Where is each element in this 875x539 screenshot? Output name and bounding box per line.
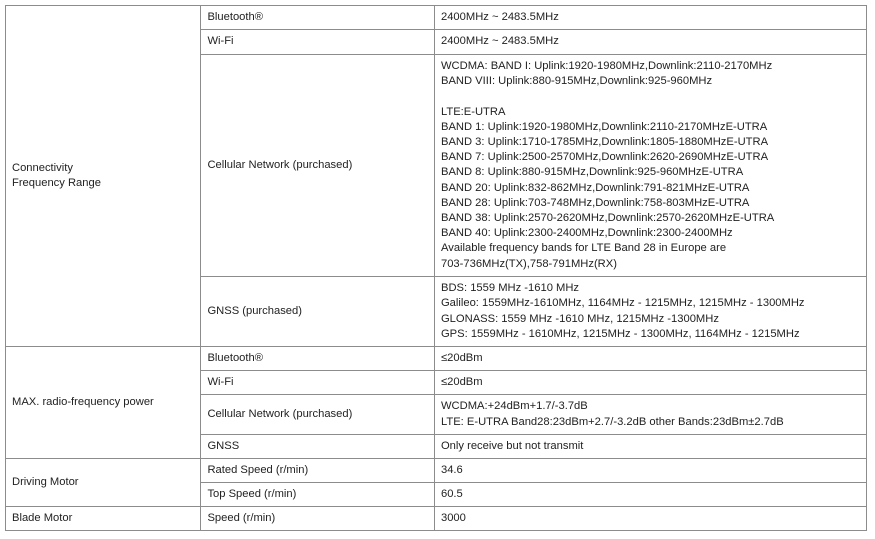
category-label: Connectivity Frequency Range — [12, 161, 101, 189]
category-label: Blade Motor — [12, 511, 73, 524]
spec-table-body — [6, 6, 867, 531]
value-line: BAND 7: Uplink:2500-2570MHz,Downlink:2620-2690MHzE-UTRA — [440, 151, 769, 164]
value-line: LTE: E-UTRA Band28:23dBm+2.7/-3.2dB other Bands:23dBm±2.7dB — [440, 415, 784, 428]
spec-table — [5, 5, 867, 531]
value-line: ≤20dBm — [440, 351, 483, 364]
parameter-label: Bluetooth® — [201, 347, 435, 371]
value-line: BAND VIII: Uplink:880-915MHz,Downlink:925-960MHz — [440, 75, 713, 88]
value-gap — [441, 90, 860, 105]
value-line: Galileo: 1559MHz-1610MHz, 1164MHz - 1215MHz, 1215MHz - 1300MHz — [440, 297, 805, 310]
parameter-value — [434, 459, 866, 483]
category-connectivity — [6, 6, 201, 347]
value-line: Only receive but not transmit — [440, 439, 584, 452]
value-line: LTE:E-UTRA — [440, 105, 506, 118]
value-line: 2400MHz ~ 2483.5MHz — [440, 35, 559, 48]
value-line: Available frequency bands for LTE Band 28 in Europe are — [440, 242, 727, 255]
value-line: BAND 8: Uplink:880-915MHz,Downlink:925-960MHzE-UTRA — [440, 166, 744, 179]
parameter-label: GNSS — [201, 435, 435, 459]
value-line: 60.5 — [440, 487, 463, 500]
parameter-label: Cellular Network (purchased) — [201, 55, 435, 277]
parameter-value — [434, 347, 866, 371]
value-line: 3000 — [440, 511, 466, 524]
parameter-value — [434, 6, 866, 30]
value-line: ≤20dBm — [440, 375, 483, 388]
parameter-label: Top Speed (r/min) — [201, 483, 435, 507]
table-row — [6, 507, 867, 531]
value-line: 2400MHz ~ 2483.5MHz — [440, 10, 559, 23]
value-line: BAND 40: Uplink:2300-2400MHz,Downlink:2300-2400MHz — [440, 227, 733, 240]
category-driving-motor — [6, 459, 201, 507]
value-line: BAND 28: Uplink:703-748MHz,Downlink:758-803MHzE-UTRA — [440, 196, 750, 209]
parameter-value — [434, 30, 866, 55]
parameter-value — [434, 483, 866, 507]
table-row — [6, 347, 867, 371]
category-label: Driving Motor — [12, 475, 79, 488]
category-label: MAX. radio-frequency power — [12, 395, 154, 408]
value-line: WCDMA: BAND I: Uplink:1920-1980MHz,Downlink:2110-2170MHz — [440, 60, 773, 73]
parameter-value — [434, 277, 866, 347]
value-line: GPS: 1559MHz - 1610MHz, 1215MHz - 1300MHz, 1164MHz - 1215MHz — [440, 327, 800, 340]
parameter-value — [434, 435, 866, 459]
value-line: BAND 38: Uplink:2570-2620MHz,Downlink:2570-2620MHzE-UTRA — [440, 212, 775, 224]
parameter-label: Bluetooth® — [201, 6, 435, 30]
parameter-label: Wi-Fi — [201, 371, 435, 395]
table-row — [6, 6, 867, 30]
parameter-label: Wi-Fi — [201, 30, 435, 55]
category-rf-power — [6, 347, 201, 459]
category-blade-motor — [6, 507, 201, 531]
value-line: 34.6 — [440, 463, 463, 476]
table-row — [6, 459, 867, 483]
value-line: WCDMA:+24dBm+1.7/-3.7dB — [440, 400, 588, 413]
parameter-value — [434, 395, 866, 435]
parameter-label: Cellular Network (purchased) — [201, 395, 435, 435]
parameter-value — [434, 371, 866, 395]
parameter-value — [434, 507, 866, 531]
parameter-label: GNSS (purchased) — [201, 277, 435, 347]
value-line: BAND 20: Uplink:832-862MHz,Downlink:791-821MHzE-UTRA — [440, 181, 750, 194]
value-line: 703-736MHz(TX),758-791MHz(RX) — [440, 257, 617, 270]
value-line: BDS: 1559 MHz -1610 MHz — [440, 282, 580, 295]
parameter-value — [434, 55, 866, 277]
value-line: GLONASS: 1559 MHz -1610 MHz, 1215MHz -1300MHz — [440, 312, 719, 325]
parameter-label: Speed (r/min) — [201, 507, 435, 531]
value-line: BAND 3: Uplink:1710-1785MHz,Downlink:1805-1880MHzE-UTRA — [440, 135, 769, 148]
value-line: BAND 1: Uplink:1920-1980MHz,Downlink:2110-2170MHzE-UTRA — [440, 120, 768, 133]
parameter-label: Rated Speed (r/min) — [201, 459, 435, 483]
